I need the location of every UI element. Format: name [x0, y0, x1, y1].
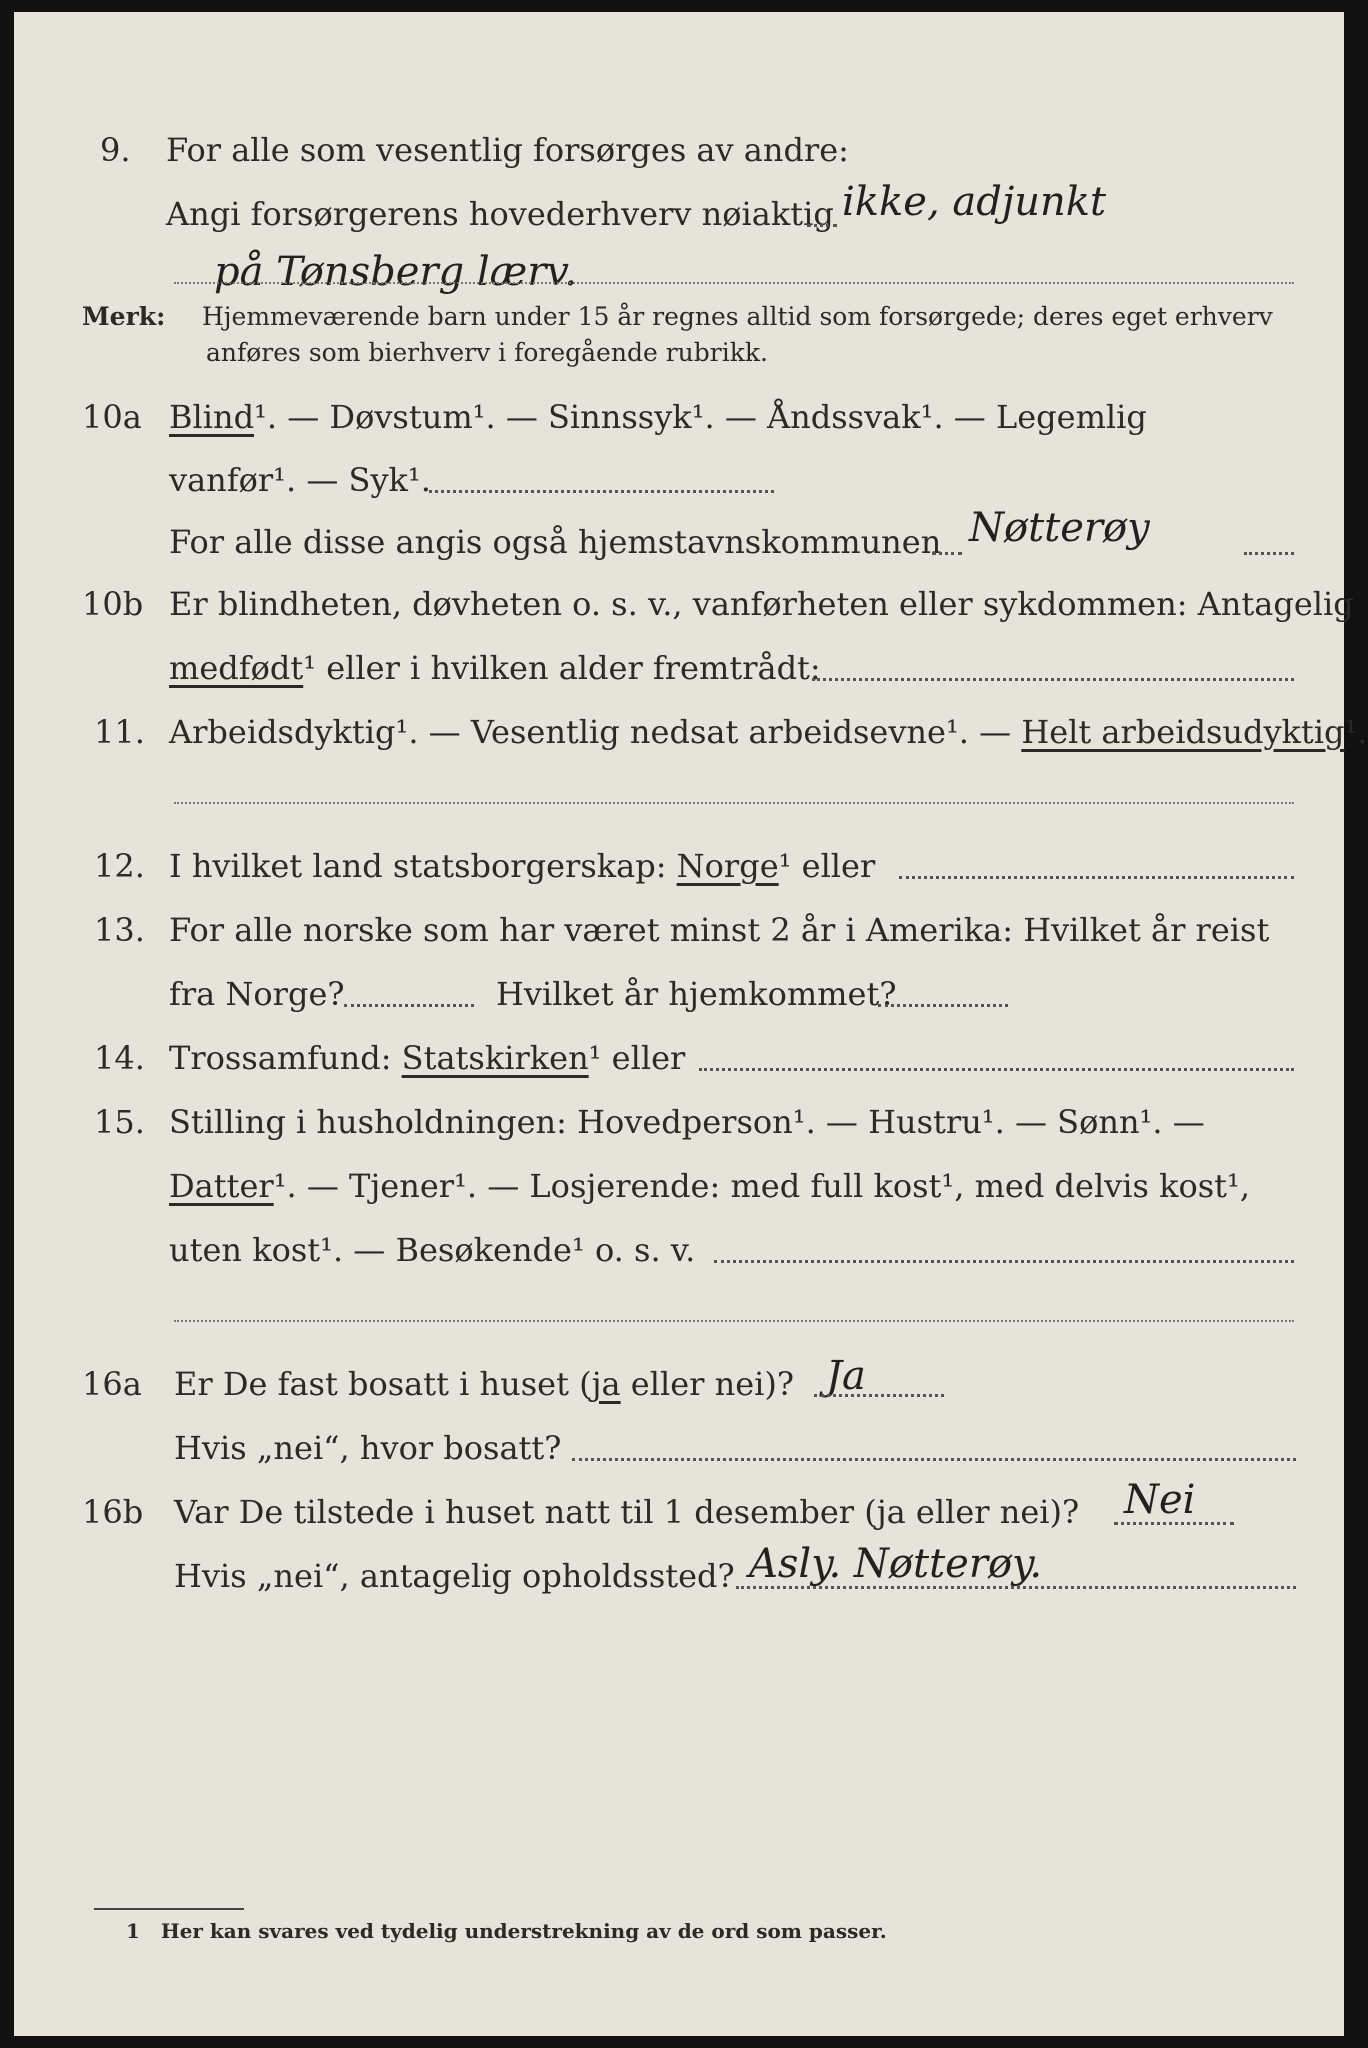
q12-rest: ¹ eller [778, 847, 876, 885]
norge-underlined: Norge [676, 847, 779, 885]
ja-underlined: ja [591, 1365, 621, 1403]
helt-arbeidsudyktig-underlined: Helt arbeidsudyktig [1021, 713, 1345, 751]
q9-line1: For alle som vesentlig forsørges av andre: [166, 131, 849, 169]
merk-line1: Hjemmeværende barn under 15 år regnes alltid som forsørgede; deres eget erhverv [202, 302, 1273, 331]
q12-dots [899, 876, 1294, 879]
q15-line2 [169, 1166, 1250, 1206]
statskirken-underlined: Statskirken [401, 1039, 589, 1077]
q16b-dots-2 [736, 1586, 1296, 1589]
q16a-line1 [174, 1364, 794, 1404]
footnote-mark: 1 [126, 1919, 140, 1943]
q16a-number: 16a [82, 1365, 142, 1403]
merk-label: Merk: [82, 302, 166, 331]
q15-answer-line [174, 1320, 1294, 1322]
q12-number: 12. [94, 847, 145, 885]
q13-line2b: Hvilket år hjemkommet? [496, 975, 897, 1013]
q15-number: 15. [94, 1103, 145, 1141]
q15-line3: uten kost¹. — Besøkende¹ o. s. v. [169, 1231, 696, 1269]
q14-text: Trossamfund: [169, 1039, 392, 1077]
q10b-rest2: ¹ eller i hvilken alder fremtrådt: [303, 649, 821, 687]
q11-line1 [169, 712, 1368, 752]
q11-answer-line [174, 802, 1294, 804]
q10a-line2: vanfør¹. — Syk¹. [169, 461, 431, 499]
q13-dots-1 [344, 1004, 474, 1007]
q13-line2a: fra Norge? [169, 975, 345, 1013]
q13-line1: For alle norske som har været minst 2 år i Amerika: Hvilket år reist [169, 911, 1270, 949]
merk-line2: anføres som bierhverv i foregående rubrikk. [206, 338, 768, 367]
q11-sup: ¹. [1344, 713, 1368, 751]
q16a-line1b: eller nei)? [620, 1365, 795, 1403]
q16b-answer-2: Asly. Nøtterøy. [749, 1541, 1043, 1587]
q10a-dots [932, 552, 962, 555]
q16a-dots-1 [814, 1394, 944, 1397]
q14-number: 14. [94, 1039, 145, 1077]
q11-text: Arbeidsdyktig¹. — Vesentlig nedsat arbeidsevne¹. — [169, 713, 1012, 751]
q12-text: I hvilket land statsborgerskap: [169, 847, 667, 885]
medfodt-underlined: medfødt [169, 649, 304, 687]
q10b-line1: Er blindheten, døvheten o. s. v., vanførheten eller sykdommen: Antagelig [169, 585, 1354, 623]
q10a-answer: Nøtterøy [969, 505, 1150, 551]
footnote-separator [94, 1908, 244, 1910]
q15-line1: Stilling i husholdningen: Hovedperson¹. — Hustru¹. — Sønn¹. — [169, 1103, 1205, 1141]
q16a-line1a: Er De fast bosatt i huset ( [174, 1365, 592, 1403]
q10b-line2 [169, 648, 821, 688]
q10a-line1 [169, 397, 1147, 437]
footnote [126, 1918, 887, 1944]
datter-underlined: Datter [169, 1167, 274, 1205]
q16a-line2: Hvis „nei“, hvor bosatt? [174, 1429, 562, 1467]
q14-line [169, 1038, 685, 1078]
q16a-dots-2 [572, 1458, 1296, 1461]
q15-rest2: ¹. — Tjener¹. — Losjerende: med full kost¹, med delvis kost¹, [273, 1167, 1251, 1205]
q15-dots [714, 1260, 1294, 1263]
q9-answer-2: på Tønsberg lærv. [214, 249, 577, 295]
q10b-number: 10b [82, 585, 144, 623]
q9-answer-1: ikke, adjunkt [842, 179, 1107, 225]
q10a-line3: For alle disse angis også hjemstavnskommunen [169, 523, 942, 561]
blind-underlined: Blind [169, 398, 255, 436]
q10b-dots [812, 678, 1294, 681]
q10a-dots-end [1244, 552, 1294, 555]
q10a-rest1: ¹. — Døvstum¹. — Sinnssyk¹. — Åndssvak¹. — Legemlig [254, 398, 1147, 436]
q12-line [169, 846, 875, 886]
q9-line2: Angi forsørgerens hovederhverv nøiaktig [166, 195, 834, 233]
q9-number: 9. [100, 131, 131, 169]
q16b-dots-1 [1114, 1522, 1234, 1525]
q16a-answer: Ja [826, 1353, 866, 1399]
q14-rest: ¹ eller [588, 1039, 686, 1077]
q16b-answer-1: Nei [1124, 1477, 1196, 1523]
q16b-number: 16b [82, 1493, 144, 1531]
q14-dots [699, 1068, 1294, 1071]
census-form-page [14, 12, 1368, 2036]
q16b-line1: Var De tilstede i huset natt til 1 desember (ja eller nei)? [174, 1493, 1080, 1531]
q9-answer-line [174, 282, 1294, 284]
q10a-syk-dots [429, 490, 774, 493]
q13-dots-2 [878, 1004, 1008, 1007]
q10a-number: 10a [82, 398, 142, 436]
footnote-text: Her kan svares ved tydelig understrekning av de ord som passer. [160, 1919, 887, 1943]
q16b-line2: Hvis „nei“, antagelig opholdssted? [174, 1557, 735, 1595]
q13-number: 13. [94, 911, 145, 949]
q11-number: 11. [94, 713, 145, 751]
q9-dots-1 [807, 224, 837, 227]
